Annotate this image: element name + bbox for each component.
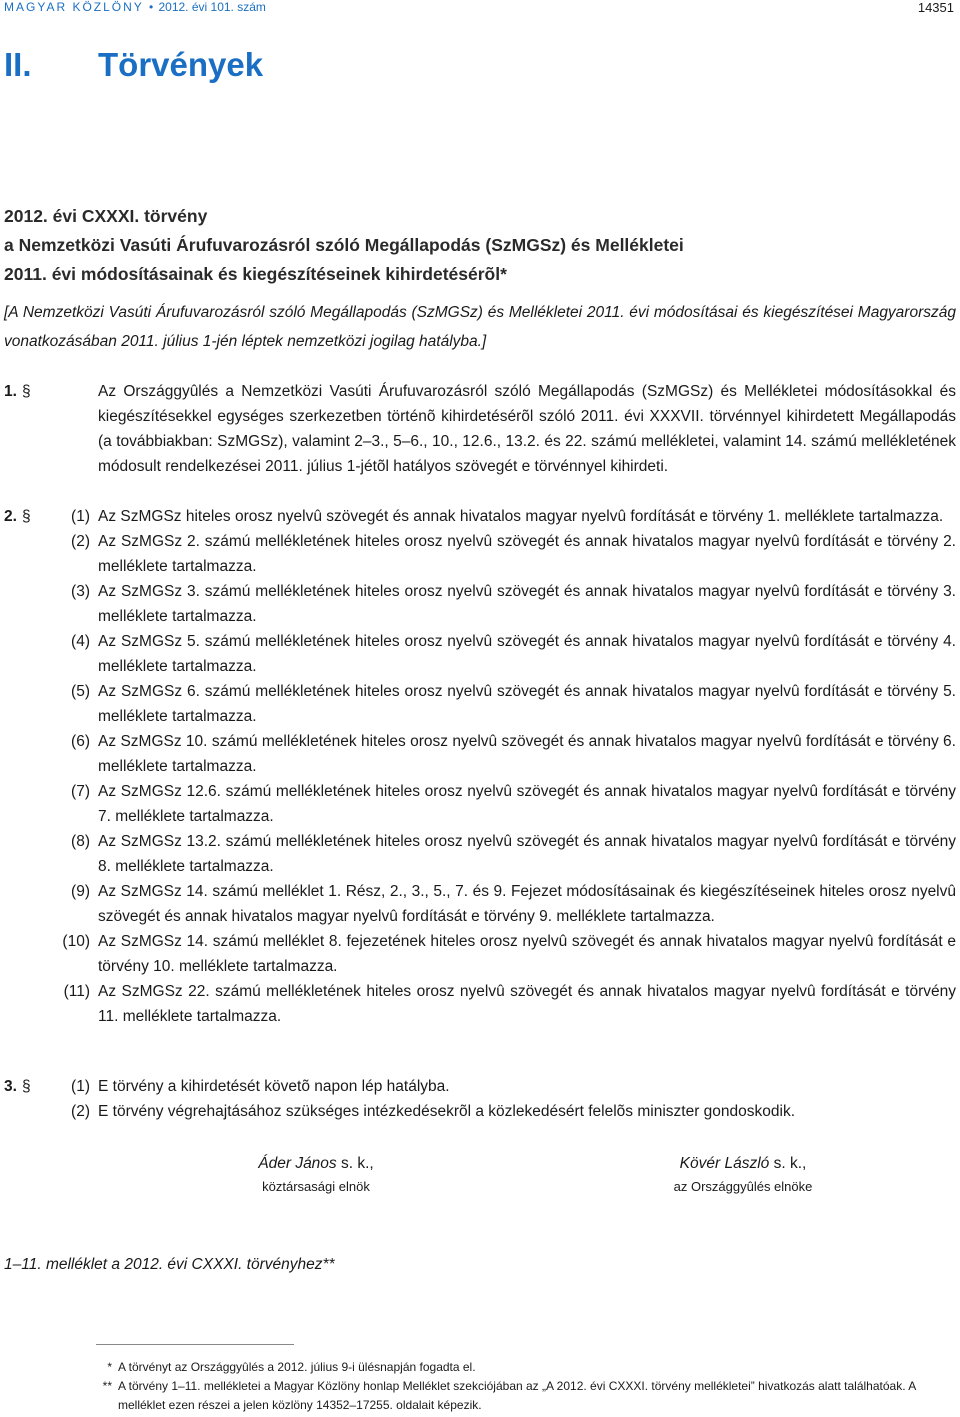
subparagraph-number: (1)	[71, 1078, 90, 1095]
section-sign: §	[22, 383, 31, 400]
subparagraph-number: (5)	[71, 683, 90, 700]
subparagraph-text: Az SzMGSz 14. számú melléklet 8. fejezetének hiteles orosz nyelvû szövegét és annak hivatalos magyar nyelvû fordítását e törvény 10. melléklete tartalmazza.	[98, 933, 956, 975]
subparagraph-number: (11)	[63, 983, 90, 1000]
preamble: [A Nemzetközi Vasúti Árufuvarozásról szóló Megállapodás (SzMGSz) és Mellékletei 2011. évi módosításai és kiegészítései Magyarország vonatkozásában 2011. július 1-jén léptek nemzetközi jogilag hatályba.]	[4, 304, 956, 350]
section-title: Törvények	[98, 46, 264, 83]
signature-right	[623, 1153, 863, 1199]
subparagraph-text: Az SzMGSz 2. számú mellékletének hiteles orosz nyelvû szövegét és annak hivatalos magyar nyelvû fordítását e törvény 2. melléklete tartalmazza.	[98, 533, 956, 575]
subparagraph-text: Az SzMGSz 10. számú mellékletének hiteles orosz nyelvû szövegét és annak hivatalos magyar nyelvû fordítását e törvény 6. melléklete tartalmazza.	[98, 733, 956, 775]
subparagraph-number: (7)	[71, 783, 90, 800]
subparagraph	[4, 729, 956, 779]
subparagraph-number: (3)	[71, 583, 90, 600]
subparagraph-text: Az SzMGSz 13.2. számú mellékletének hiteles orosz nyelvû szövegét és annak hivatalos magyar nyelvû fordítását e törvény 8. melléklete tartalmazza.	[98, 833, 956, 875]
footnote-2	[96, 1377, 956, 1415]
subparagraph-number: (1)	[71, 508, 90, 525]
law-title-line-2: a Nemzetközi Vasúti Árufuvarozásról szóló Megállapodás (SzMGSz) és Mellékletei	[4, 235, 684, 255]
paragraph-number: 1.	[4, 383, 17, 400]
subparagraph	[4, 1074, 956, 1099]
subparagraph-list	[4, 1074, 956, 1124]
journal-info	[4, 0, 266, 14]
footnote-divider	[96, 1344, 294, 1345]
subparagraph-text: Az SzMGSz 3. számú mellékletének hiteles orosz nyelvû szövegét és annak hivatalos magyar nyelvû fordítását e törvény 3. melléklete tartalmazza.	[98, 583, 956, 625]
subparagraph-text: E törvény végrehajtásához szükséges intézkedésekrõl a közlekedésért felelõs miniszter gondoskodik.	[98, 1103, 796, 1120]
subparagraph	[4, 679, 956, 729]
subparagraph-number: (2)	[71, 533, 90, 550]
annex-heading: 1–11. melléklet a 2012. évi CXXXI. törvényhez**	[4, 1256, 335, 1273]
subparagraph-text: Az SzMGSz 5. számú mellékletének hiteles orosz nyelvû szövegét és annak hivatalos magyar nyelvû fordítását e törvény 4. melléklete tartalmazza.	[98, 633, 956, 675]
footnote-text: A törvény 1–11. mellékletei a Magyar Közlöny honlap Melléklet szekciójában az „A 2012. évi CXXXI. törvény mellékletei” hivatkozás alatt találhatóak. A melléklet ezen részei a jelen közlöny 14352–17255. oldalait képezik.	[118, 1379, 916, 1412]
paragraph-number: 3.	[4, 1078, 17, 1095]
subparagraph	[4, 579, 956, 629]
subparagraph-number: (6)	[71, 733, 90, 750]
subparagraph-text: Az SzMGSz 12.6. számú mellékletének hiteles orosz nyelvû szövegét és annak hivatalos magyar nyelvû fordítását e törvény 7. melléklete tartalmazza.	[98, 783, 956, 825]
page-number: 14351	[917, 0, 954, 15]
journal-name: MAGYAR KÖZLÖNY	[4, 0, 144, 14]
footnote-mark: **	[102, 1379, 112, 1393]
subparagraph	[4, 829, 956, 879]
paragraph-number: 2.	[4, 508, 17, 525]
paragraph-text: Az Országgyûlés a Nemzetközi Vasúti Árufuvarozásról szóló Megállapodás (SzMGSz) és Mellékletei módosításokkal és kiegészítésekkel egységes szerkezetben történõ kihirdetésérõl szóló 2011. évi XXXVII. törvénnyel kihirdetett Megállapodás (a továbbiakban: SzMGSz), valamint 2–3., 5–6., 10., 12.6., 13.2. és 22. számú mellékletei, valamint 14. számú mellékletének módosult rendelkezései 2011. július 1-jétõl hatályos szövegét e törvénnyel kihirdeti.	[98, 383, 956, 475]
section-sign: §	[22, 508, 31, 525]
subparagraph	[4, 504, 956, 529]
subparagraph-number: (8)	[71, 833, 90, 850]
law-title	[4, 202, 944, 289]
signatory-name: Kövér László s. k.,	[679, 1155, 807, 1172]
subparagraph-text: Az SzMGSz 22. számú mellékletének hiteles orosz nyelvû szövegét és annak hivatalos magyar nyelvû fordítását e törvény 11. melléklete tartalmazza.	[98, 983, 956, 1025]
subparagraph-text: Az SzMGSz hiteles orosz nyelvû szövegét és annak hivatalos magyar nyelvû fordítását e törvény 1. melléklete tartalmazza.	[98, 508, 944, 525]
issue-number: 2012. évi 101. szám	[158, 0, 266, 14]
law-title-line-3: 2011. évi módosításainak és kiegészítéseinek kihirdetésérõl*	[4, 264, 507, 284]
running-header	[4, 0, 954, 16]
footnote-text: A törvényt az Országgyûlés a 2012. július 9-i ülésnapján fogadta el.	[118, 1360, 476, 1374]
section-sign: §	[22, 1078, 31, 1095]
subparagraph	[4, 629, 956, 679]
law-title-line-1: 2012. évi CXXXI. törvény	[4, 206, 208, 226]
signatory-name: Áder János s. k.,	[258, 1155, 374, 1172]
subparagraph	[4, 929, 956, 979]
paragraph-2	[4, 504, 956, 1029]
signatory-role: az Országgyûlés elnöke	[673, 1179, 813, 1194]
section-number: II.	[4, 46, 32, 83]
subparagraph-list	[4, 504, 956, 1029]
paragraph-1	[4, 379, 956, 479]
paragraph-3	[4, 1074, 956, 1124]
header-bullet: •	[148, 0, 154, 14]
subparagraph-text: Az SzMGSz 6. számú mellékletének hiteles orosz nyelvû szövegét és annak hivatalos magyar nyelvû fordítását e törvény 5. melléklete tartalmazza.	[98, 683, 956, 725]
signatory-role: köztársasági elnök	[262, 1179, 370, 1194]
subparagraph	[4, 779, 956, 829]
subparagraph-text: Az SzMGSz 14. számú melléklet 1. Rész, 2., 3., 5., 7. és 9. Fejezet módosításainak és kiegészítéseinek hiteles orosz nyelvû szövegét és annak hivatalos magyar nyelvû fordítását e törvény 9. melléklete tartalmazza.	[98, 883, 956, 925]
subparagraph-text: E törvény a kihirdetését követõ napon lép hatályba.	[98, 1078, 450, 1095]
subparagraph-number: (10)	[62, 933, 90, 950]
footnote-mark: *	[107, 1360, 112, 1374]
subparagraph-number: (9)	[71, 883, 90, 900]
subparagraph	[4, 979, 956, 1029]
subparagraph	[4, 879, 956, 929]
subparagraph-number: (4)	[71, 633, 90, 650]
section-heading	[4, 46, 263, 84]
signature-left	[196, 1153, 436, 1199]
subparagraph	[4, 1099, 956, 1124]
footnote-1	[96, 1358, 956, 1377]
subparagraph-number: (2)	[71, 1103, 90, 1120]
subparagraph	[4, 529, 956, 579]
footnotes	[96, 1358, 956, 1415]
